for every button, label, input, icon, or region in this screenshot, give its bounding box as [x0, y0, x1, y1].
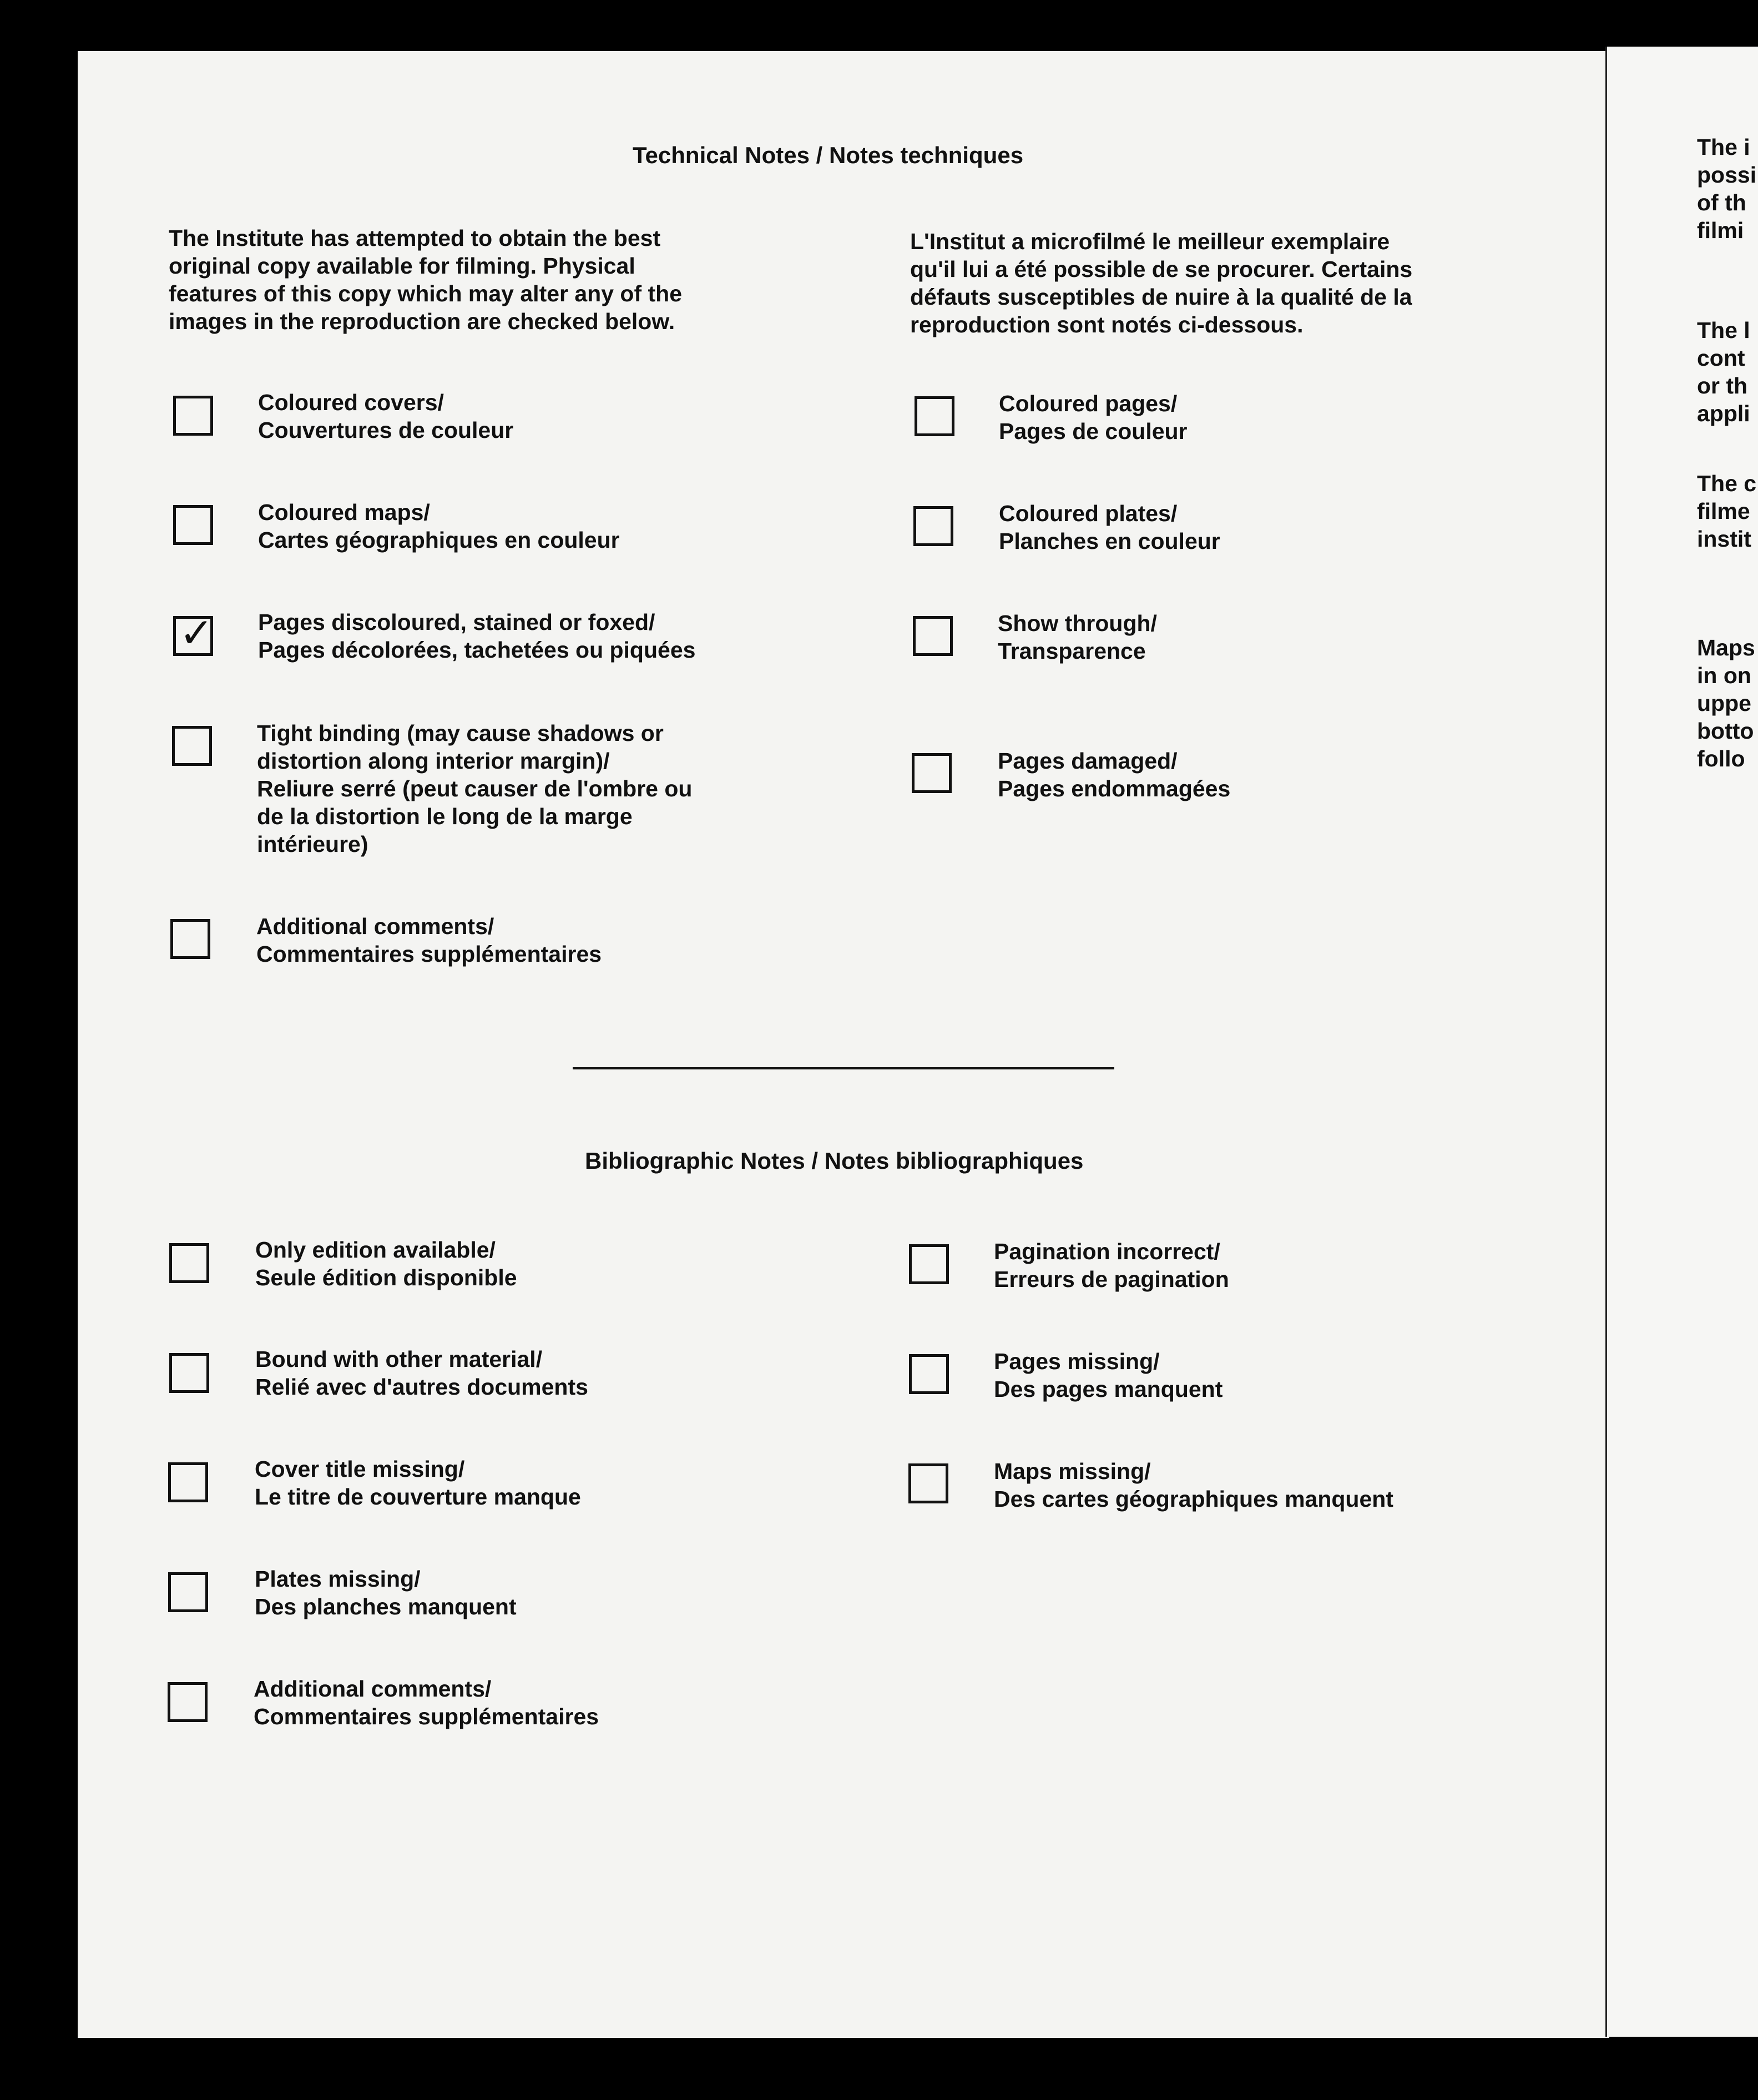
- label-line: Cartes géographiques en couleur: [258, 527, 620, 553]
- checkbox-only-edition[interactable]: [169, 1243, 209, 1283]
- checkbox-pages-discoloured[interactable]: [173, 609, 214, 657]
- fragment-line: filmi: [1697, 218, 1744, 243]
- label-line: Pages décolorées, tachetées ou piquées: [258, 637, 696, 663]
- section-divider: [573, 1067, 1114, 1069]
- label-bound-with: [255, 1345, 588, 1401]
- label-plates-missing: [255, 1565, 517, 1621]
- adjacent-page-paragraph: [1697, 133, 1756, 244]
- label-line: distortion along interior margin)/: [257, 748, 610, 774]
- checkbox-maps-missing[interactable]: [908, 1463, 948, 1503]
- checkbox-pages-missing[interactable]: [909, 1354, 949, 1394]
- fragment-line: The c: [1697, 471, 1757, 496]
- label-line: Planches en couleur: [999, 528, 1220, 554]
- fragment-line: in on: [1697, 663, 1751, 688]
- document-page: [78, 51, 1609, 2038]
- checkmark-icon: ✓: [179, 609, 214, 657]
- checkbox-coloured-maps[interactable]: [173, 505, 213, 545]
- label-line: Seule édition disponible: [255, 1265, 517, 1290]
- fragment-line: follo: [1697, 746, 1745, 771]
- checkbox-technical-additional-comments[interactable]: [170, 919, 210, 959]
- checkbox-show-through[interactable]: [913, 616, 953, 656]
- fragment-line: botto: [1697, 718, 1754, 744]
- adjacent-page-paragraph: [1697, 470, 1756, 553]
- adjacent-page-paragraph: [1697, 316, 1750, 427]
- label-line: Couvertures de couleur: [258, 417, 514, 443]
- intro-en-line: The Institute has attempted to obtain the best: [169, 225, 661, 251]
- intro-fr-line: défauts susceptibles de nuire à la qualité de la: [910, 284, 1412, 310]
- intro-en-line: images in the reproduction are checked below.: [169, 309, 675, 334]
- technical-intro-french: [910, 228, 1412, 339]
- label-technical-additional-comments: [256, 912, 602, 968]
- label-show-through: [998, 609, 1157, 665]
- intro-fr-line: qu'il lui a été possible de se procurer. Certains: [910, 256, 1413, 282]
- technical-intro-english: [169, 224, 682, 335]
- label-line: Des cartes géographiques manquent: [994, 1486, 1393, 1512]
- label-line: Transparence: [998, 638, 1146, 664]
- label-line: Only edition available/: [255, 1237, 496, 1263]
- fragment-line: possi: [1697, 162, 1757, 188]
- label-line: Cover title missing/: [255, 1456, 465, 1482]
- label-line: Bound with other material/: [255, 1346, 543, 1372]
- label-line: Erreurs de pagination: [994, 1266, 1229, 1292]
- label-pages-missing: [994, 1347, 1222, 1403]
- label-line: Coloured pages/: [999, 391, 1178, 416]
- label-coloured-pages: [999, 390, 1188, 445]
- checkbox-cover-title-missing[interactable]: [168, 1462, 208, 1502]
- label-line: Coloured covers/: [258, 390, 444, 415]
- checkbox-coloured-pages[interactable]: [915, 396, 954, 436]
- label-only-edition: [255, 1236, 517, 1291]
- label-line: Relié avec d'autres documents: [255, 1374, 588, 1400]
- label-line: Pages endommagées: [998, 776, 1231, 801]
- fragment-line: uppe: [1697, 690, 1751, 716]
- label-line: Additional comments/: [254, 1676, 492, 1702]
- label-line: Le titre de couverture manque: [255, 1484, 581, 1510]
- bibliographic-notes-heading: Bibliographic Notes / Notes bibliographiques: [585, 1148, 1084, 1174]
- fragment-line: The i: [1697, 134, 1750, 160]
- label-line: Des pages manquent: [994, 1376, 1223, 1402]
- checkbox-tight-binding[interactable]: [172, 726, 212, 766]
- label-line: Pages damaged/: [998, 748, 1178, 774]
- fragment-line: cont: [1697, 345, 1745, 371]
- label-line: Des planches manquent: [255, 1594, 517, 1619]
- fragment-line: appli: [1697, 401, 1750, 426]
- checkbox-coloured-covers[interactable]: [173, 396, 213, 436]
- label-coloured-maps: [258, 498, 620, 554]
- checkbox-bibliographic-additional-comments[interactable]: [168, 1682, 208, 1722]
- fragment-line: of th: [1697, 190, 1746, 215]
- label-line: Coloured plates/: [999, 501, 1178, 526]
- fragment-line: filme: [1697, 498, 1750, 524]
- label-cover-title-missing: [255, 1455, 581, 1511]
- fragment-line: Maps: [1697, 635, 1755, 660]
- checkbox-coloured-plates[interactable]: [913, 506, 953, 546]
- checkbox-pagination-incorrect[interactable]: [909, 1244, 949, 1284]
- label-line: Additional comments/: [256, 913, 494, 939]
- fragment-line: instit: [1697, 526, 1751, 552]
- label-line: Commentaires supplémentaires: [254, 1704, 599, 1729]
- label-line: Reliure serré (peut causer de l'ombre ou: [257, 776, 693, 801]
- adjacent-page-paragraph: [1697, 634, 1755, 773]
- label-maps-missing: [994, 1457, 1393, 1513]
- technical-notes-heading: Technical Notes / Notes techniques: [633, 142, 1024, 168]
- label-coloured-plates: [999, 499, 1220, 555]
- label-pages-damaged: [998, 747, 1230, 802]
- checkbox-bound-with[interactable]: [169, 1353, 209, 1393]
- label-line: Commentaires supplémentaires: [256, 941, 602, 967]
- label-line: Pages de couleur: [999, 418, 1188, 444]
- label-line: Maps missing/: [994, 1458, 1151, 1484]
- label-line: Pages discoloured, stained or foxed/: [258, 609, 655, 635]
- label-line: Tight binding (may cause shadows or: [257, 720, 664, 746]
- label-line: Pages missing/: [994, 1349, 1160, 1374]
- label-line: intérieure): [257, 831, 368, 857]
- intro-en-line: features of this copy which may alter any of the: [169, 281, 683, 306]
- label-pagination-incorrect: [994, 1238, 1229, 1293]
- label-line: Pagination incorrect/: [994, 1239, 1220, 1264]
- intro-en-line: original copy available for filming. Physical: [169, 253, 635, 279]
- checkbox-pages-damaged[interactable]: [912, 753, 952, 793]
- fragment-line: The l: [1697, 317, 1750, 343]
- label-tight-binding: [257, 719, 692, 858]
- label-bibliographic-additional-comments: [254, 1675, 599, 1730]
- checkbox-plates-missing[interactable]: [168, 1572, 208, 1612]
- intro-fr-line: L'Institut a microfilmé le meilleur exemplaire: [910, 229, 1390, 254]
- label-line: Plates missing/: [255, 1566, 421, 1592]
- intro-fr-line: reproduction sont notés ci-dessous.: [910, 312, 1304, 337]
- label-pages-discoloured: [258, 608, 695, 664]
- label-line: Show through/: [998, 610, 1157, 636]
- fragment-line: or th: [1697, 373, 1748, 398]
- label-line: Coloured maps/: [258, 499, 430, 525]
- label-coloured-covers: [258, 388, 513, 444]
- label-line: de la distortion le long de la marge: [257, 804, 633, 829]
